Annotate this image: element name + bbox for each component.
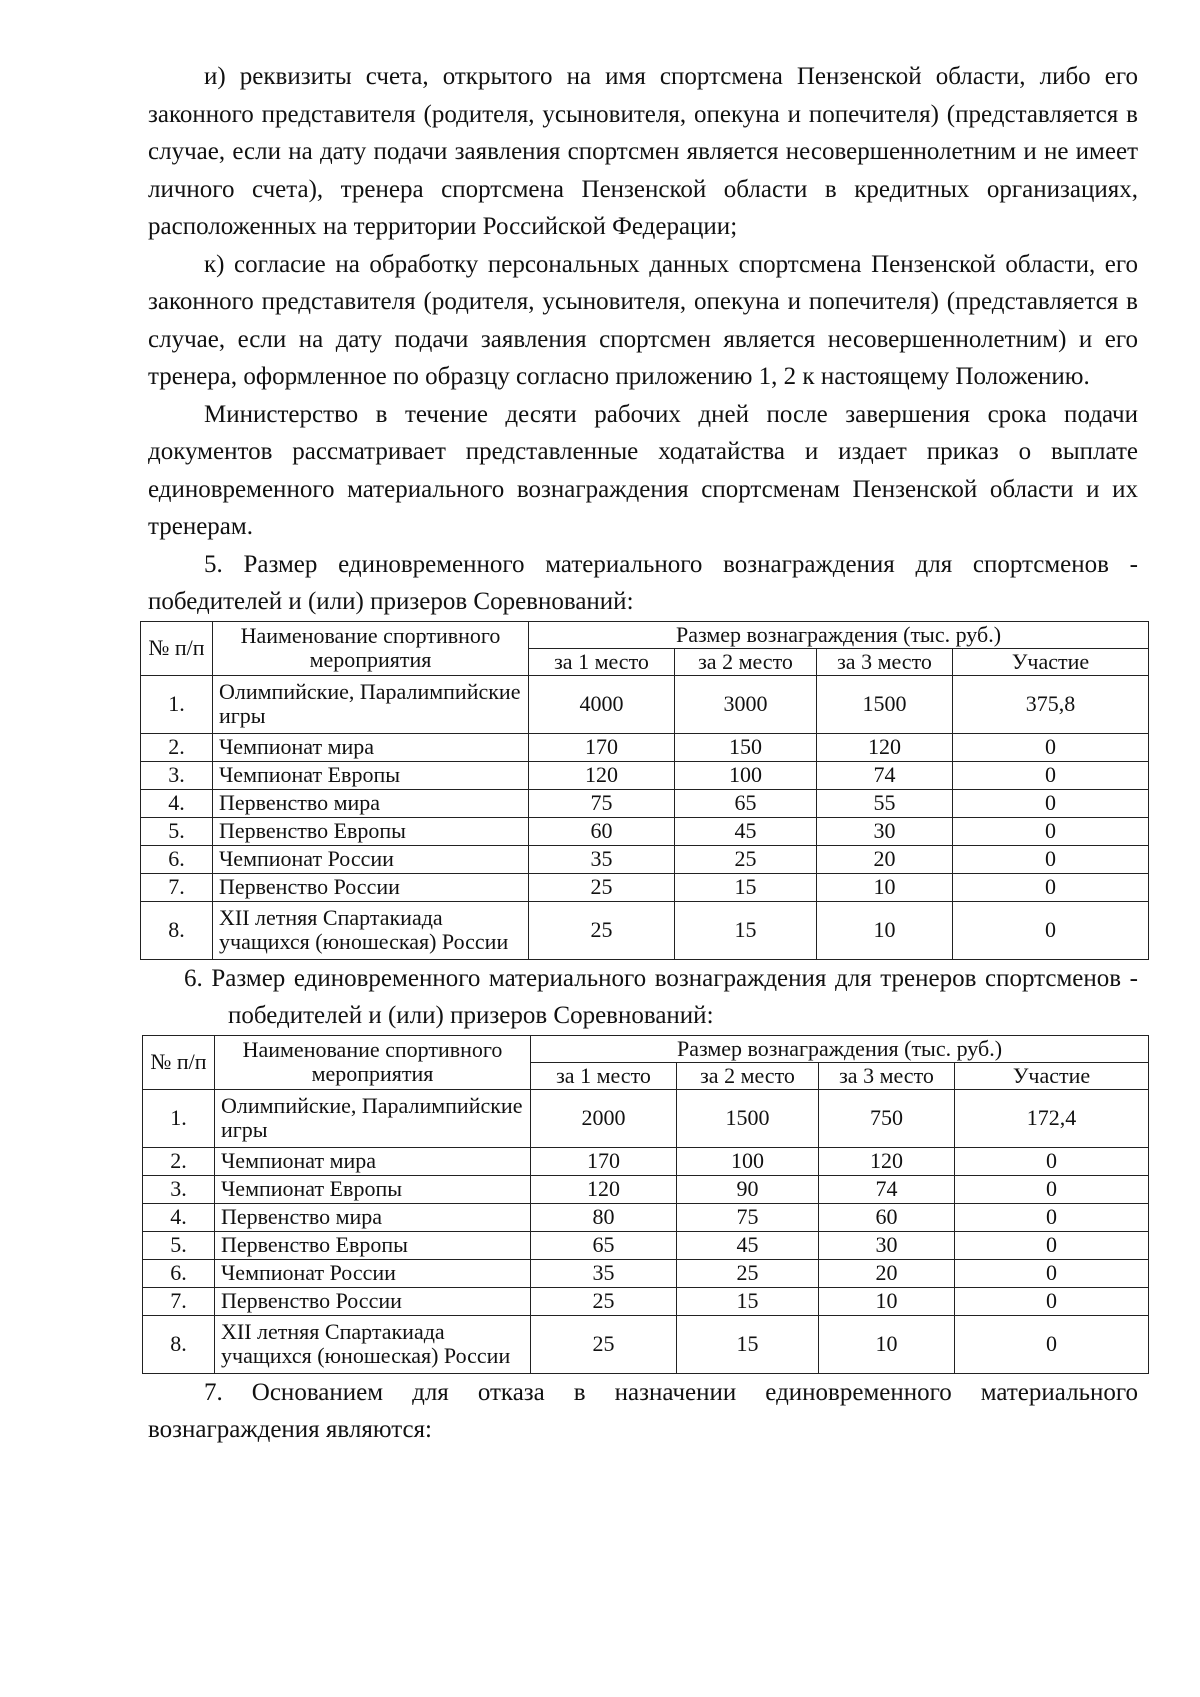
participation-value: 0 (953, 761, 1149, 789)
paragraph-ministry: Министерство в течение десяти рабочих дней после завершения срока подачи документов рассматривает представленные ходатайства и издает приказ о выплате единовременного материального вознаграждения спортсменам Пензенской области и их тренерам. (148, 400, 1138, 540)
participation-value: 0 (953, 789, 1149, 817)
place-2-value: 15 (675, 873, 817, 901)
event-name: Чемпионат Европы (213, 761, 529, 789)
table-row (141, 817, 1149, 845)
coach-reward-table (142, 1035, 1149, 1374)
place-1-value: 65 (531, 1231, 677, 1259)
place-3-value: 10 (817, 901, 953, 959)
participation-value: 0 (955, 1231, 1149, 1259)
table-row (143, 1287, 1149, 1315)
header-event-name: Наименование спортивного мероприятия (213, 621, 529, 675)
place-3-value: 10 (819, 1287, 955, 1315)
row-number: 7. (141, 873, 213, 901)
header-place-3: за 3 место (819, 1062, 955, 1089)
place-3-value: 20 (819, 1259, 955, 1287)
place-3-value: 120 (817, 733, 953, 761)
participation-value: 0 (953, 845, 1149, 873)
header-place-2: за 2 место (677, 1062, 819, 1089)
event-name: Первенство Европы (213, 817, 529, 845)
event-name: XII летняя Спартакиада учащихся (юношеская) России (215, 1315, 531, 1373)
participation-value: 0 (953, 873, 1149, 901)
row-number: 3. (141, 761, 213, 789)
place-3-value: 120 (819, 1147, 955, 1175)
table-row (143, 1089, 1149, 1147)
participation-value: 0 (953, 733, 1149, 761)
place-2-value: 100 (675, 761, 817, 789)
place-2-value: 90 (677, 1175, 819, 1203)
table-row (143, 1147, 1149, 1175)
header-place-1: за 1 место (531, 1062, 677, 1089)
row-number: 6. (141, 845, 213, 873)
row-number: 1. (141, 675, 213, 733)
place-2-value: 45 (677, 1231, 819, 1259)
event-name: Первенство мира (213, 789, 529, 817)
header-place-1: за 1 место (529, 648, 675, 675)
coach-reward-rows (143, 1089, 1149, 1373)
header-place-3: за 3 место (817, 648, 953, 675)
header-reward-size: Размер вознаграждения (тыс. руб.) (529, 621, 1149, 648)
place-2-value: 65 (675, 789, 817, 817)
participation-value: 0 (953, 817, 1149, 845)
table-row (141, 761, 1149, 789)
place-1-value: 25 (529, 901, 675, 959)
table-row (143, 1203, 1149, 1231)
document-page (148, 58, 1138, 1449)
header-participation: Участие (955, 1062, 1149, 1089)
place-1-value: 80 (531, 1203, 677, 1231)
event-name: Чемпионат России (213, 845, 529, 873)
place-3-value: 30 (819, 1231, 955, 1259)
place-2-value: 15 (677, 1287, 819, 1315)
row-number: 6. (143, 1259, 215, 1287)
table-row (141, 845, 1149, 873)
table-row (141, 675, 1149, 733)
paragraph-item-k: к) согласие на обработку персональных данных спортсмена Пензенской области, его законного представителя (родителя, усыновителя, опекуна и попечителя) (представляется в случае, если на дату подачи заявления спортсмен является несовершеннолетним) и его тренера, оформленное по образцу согласно приложению 1, 2 к настоящему Положению. (148, 250, 1138, 390)
row-number: 8. (141, 901, 213, 959)
place-1-value: 25 (529, 873, 675, 901)
place-3-value: 60 (819, 1203, 955, 1231)
place-2-value: 100 (677, 1147, 819, 1175)
table-row (141, 733, 1149, 761)
row-number: 5. (141, 817, 213, 845)
row-number: 8. (143, 1315, 215, 1373)
place-2-value: 25 (675, 845, 817, 873)
event-name: Олимпийские, Паралимпийские игры (215, 1089, 531, 1147)
row-number: 1. (143, 1089, 215, 1147)
place-1-value: 170 (531, 1147, 677, 1175)
event-name: Первенство мира (215, 1203, 531, 1231)
place-3-value: 74 (817, 761, 953, 789)
event-name: Первенство России (213, 873, 529, 901)
place-1-value: 170 (529, 733, 675, 761)
place-1-value: 75 (529, 789, 675, 817)
place-1-value: 120 (529, 761, 675, 789)
place-1-value: 2000 (531, 1089, 677, 1147)
place-3-value: 74 (819, 1175, 955, 1203)
event-name: Олимпийские, Паралимпийские игры (213, 675, 529, 733)
event-name: Первенство России (215, 1287, 531, 1315)
place-1-value: 60 (529, 817, 675, 845)
header-place-2: за 2 место (675, 648, 817, 675)
header-reward-size: Размер вознаграждения (тыс. руб.) (531, 1035, 1149, 1062)
place-2-value: 75 (677, 1203, 819, 1231)
paragraph-section-6: 6. Размер единовременного материального вознаграждения для тренеров спортсменов - победителей и (или) призеров Соревнований: (184, 964, 1138, 1029)
header-num: № п/п (141, 621, 213, 675)
participation-value: 0 (955, 1315, 1149, 1373)
place-3-value: 750 (819, 1089, 955, 1147)
event-name: Чемпионат Европы (215, 1175, 531, 1203)
header-participation: Участие (953, 648, 1149, 675)
participation-value: 0 (955, 1203, 1149, 1231)
place-1-value: 35 (529, 845, 675, 873)
table-row (143, 1231, 1149, 1259)
participation-value: 0 (953, 901, 1149, 959)
table-row (141, 901, 1149, 959)
place-2-value: 45 (675, 817, 817, 845)
paragraph-section-5: 5. Размер единовременного материального вознаграждения для спортсменов - победителей и (или) призеров Соревнований: (148, 550, 1138, 615)
event-name: Чемпионат России (215, 1259, 531, 1287)
header-event-name: Наименование спортивного мероприятия (215, 1035, 531, 1089)
paragraph-section-7: 7. Основанием для отказа в назначении единовременного материального вознаграждения являются: (148, 1378, 1138, 1443)
row-number: 2. (141, 733, 213, 761)
place-3-value: 20 (817, 845, 953, 873)
table-row (143, 1315, 1149, 1373)
table-row (141, 873, 1149, 901)
table-row (143, 1259, 1149, 1287)
event-name: Чемпионат мира (215, 1147, 531, 1175)
place-3-value: 55 (817, 789, 953, 817)
place-1-value: 35 (531, 1259, 677, 1287)
place-2-value: 25 (677, 1259, 819, 1287)
place-2-value: 1500 (677, 1089, 819, 1147)
place-3-value: 30 (817, 817, 953, 845)
paragraph-item-i: и) реквизиты счета, открытого на имя спортсмена Пензенской области, либо его законного представителя (родителя, усыновителя, опекуна и попечителя) (представляется в случае, если на дату подачи заявления спортсмен является несовершеннолетним и не имеет личного счета), тренера спортсмена Пензенской области в кредитных организациях, расположенных на территории Российской Федерации; (148, 63, 1138, 240)
place-1-value: 25 (531, 1287, 677, 1315)
place-3-value: 10 (817, 873, 953, 901)
place-1-value: 4000 (529, 675, 675, 733)
participation-value: 0 (955, 1147, 1149, 1175)
place-2-value: 3000 (675, 675, 817, 733)
row-number: 7. (143, 1287, 215, 1315)
event-name: XII летняя Спартакиада учащихся (юношеская) России (213, 901, 529, 959)
participation-value: 172,4 (955, 1089, 1149, 1147)
table-row (143, 1175, 1149, 1203)
place-2-value: 150 (675, 733, 817, 761)
table-row (141, 789, 1149, 817)
row-number: 4. (143, 1203, 215, 1231)
place-1-value: 120 (531, 1175, 677, 1203)
row-number: 4. (141, 789, 213, 817)
participation-value: 0 (955, 1175, 1149, 1203)
place-2-value: 15 (677, 1315, 819, 1373)
place-1-value: 25 (531, 1315, 677, 1373)
athlete-reward-rows (141, 675, 1149, 959)
row-number: 5. (143, 1231, 215, 1259)
event-name: Первенство Европы (215, 1231, 531, 1259)
participation-value: 0 (955, 1259, 1149, 1287)
participation-value: 375,8 (953, 675, 1149, 733)
athlete-reward-table (140, 621, 1149, 960)
row-number: 3. (143, 1175, 215, 1203)
place-2-value: 15 (675, 901, 817, 959)
place-3-value: 10 (819, 1315, 955, 1373)
place-3-value: 1500 (817, 675, 953, 733)
participation-value: 0 (955, 1287, 1149, 1315)
header-num: № п/п (143, 1035, 215, 1089)
row-number: 2. (143, 1147, 215, 1175)
event-name: Чемпионат мира (213, 733, 529, 761)
